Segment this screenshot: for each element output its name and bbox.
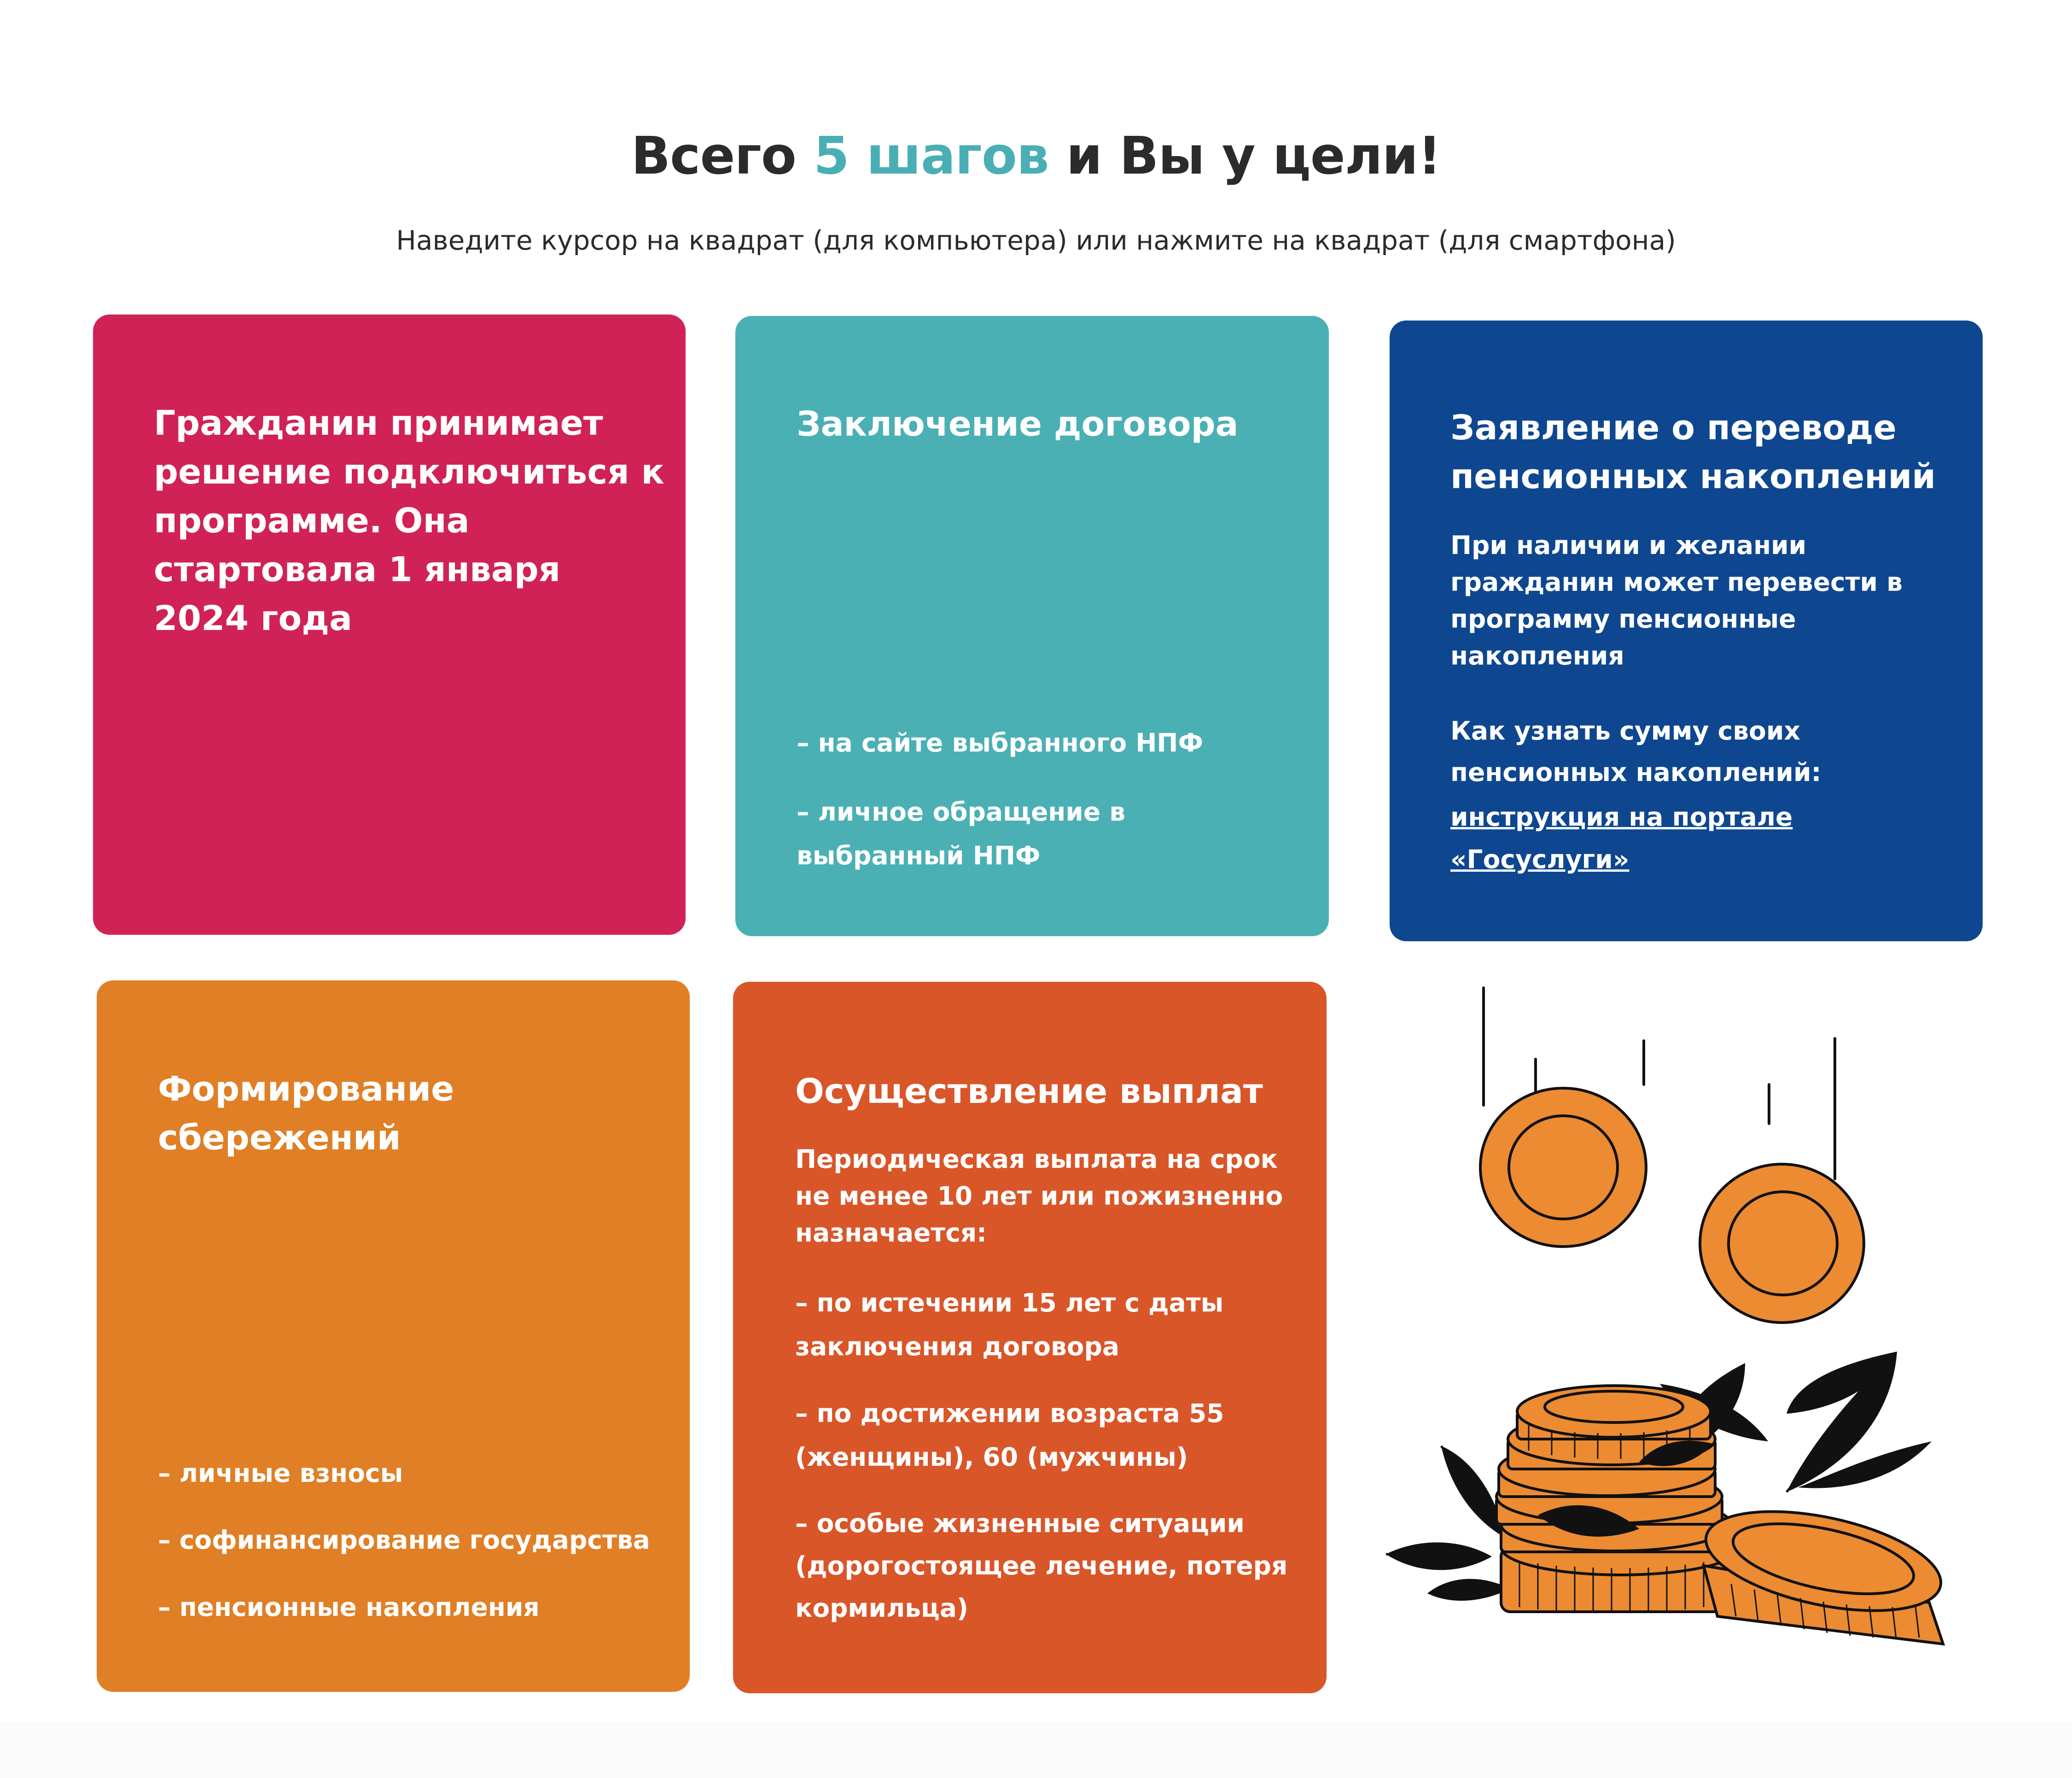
title-accent: 5 шагов xyxy=(813,126,1049,186)
step-5-item-line: (женщины), 60 (мужчины) xyxy=(795,1442,1188,1472)
step-4-item-savings: – пенсионные накопления xyxy=(158,1592,540,1622)
step-5-title: Осуществление выплат xyxy=(795,1072,1263,1111)
step-2-title: Заключение договора xyxy=(797,404,1239,444)
step-5-body-line: не менее 10 лет или пожизненно xyxy=(795,1181,1283,1211)
step-5-item-line: кормильца) xyxy=(795,1593,969,1623)
title-suffix: и Вы у цели! xyxy=(1048,126,1441,186)
step-5-item-line: – по достижении возраста 55 xyxy=(795,1399,1224,1428)
step-3-body-line: При наличии и желании xyxy=(1450,530,1807,560)
step-1-title-line: 2024 года xyxy=(154,599,352,638)
step-3-body-line: накопления xyxy=(1450,641,1624,670)
step-card-payments[interactable] xyxy=(733,982,1327,1693)
step-5-item-line: (дорогостоящее лечение, потеря xyxy=(795,1551,1288,1580)
page-subtitle: Наведите курсор на квадрат (для компьютера) или нажмите на квадрат (для смартфона) xyxy=(396,225,1676,256)
step-3-question-line: пенсионных накоплений: xyxy=(1450,758,1822,787)
step-3-question-line: Как узнать сумму своих xyxy=(1450,716,1800,746)
step-5-item-age xyxy=(795,1392,1224,1479)
step-5-body-line: назначается: xyxy=(795,1218,987,1248)
step-3-title-line: пенсионных накоплений xyxy=(1450,457,1936,496)
step-3-title xyxy=(1450,403,1936,501)
step-3-body-line: программу пенсионные xyxy=(1450,604,1796,634)
step-2-item-visit xyxy=(797,790,1125,878)
step-1-title-line: Гражданин принимает xyxy=(154,403,603,443)
step-2-item-site: – на сайте выбранного НПФ xyxy=(797,728,1203,758)
step-5-item-line: заключения договора xyxy=(795,1332,1120,1361)
step-5-item-15-years xyxy=(795,1281,1223,1369)
page-footer-strip xyxy=(0,1722,2072,1778)
page-title xyxy=(0,128,2072,185)
step-5-body xyxy=(795,1141,1283,1251)
step-card-contract[interactable] xyxy=(735,316,1329,936)
step-5-item-line: – особые жизненные ситуации xyxy=(795,1509,1245,1538)
step-4-item-contributions: – личные взносы xyxy=(158,1458,403,1488)
step-4-item-cofinancing: – софинансирование государства xyxy=(158,1525,650,1555)
step-3-question xyxy=(1450,710,1821,793)
step-1-title-line: стартовала 1 января xyxy=(154,550,561,589)
step-5-body-line: Периодическая выплата на срок xyxy=(795,1144,1278,1174)
step-5-item-special xyxy=(795,1502,1287,1629)
step-4-title xyxy=(158,1065,454,1162)
step-2-item-line: – личное обращение в xyxy=(797,797,1126,827)
coins-and-leaves-icon xyxy=(1377,981,1975,1662)
step-4-title-line: сбережений xyxy=(158,1118,401,1158)
step-card-decision[interactable] xyxy=(93,315,686,935)
link-line: инструкция на портале xyxy=(1450,802,1793,832)
step-card-savings[interactable] xyxy=(97,980,690,1692)
link-line: «Госуслуги» xyxy=(1450,845,1630,874)
step-3-body xyxy=(1450,527,1903,674)
step-2-item-line: выбранный НПФ xyxy=(797,841,1041,870)
step-card-transfer-application[interactable] xyxy=(1390,321,1983,941)
title-prefix: Всего xyxy=(631,126,814,186)
step-3-title-line: Заявление о переводе xyxy=(1450,408,1897,448)
gosuslugi-instruction-link[interactable] xyxy=(1450,796,1793,880)
step-1-title-line: программе. Она xyxy=(154,501,470,541)
step-4-title-line: Формирование xyxy=(158,1069,454,1109)
step-3-body-line: гражданин может перевести в xyxy=(1450,567,1903,597)
step-1-title xyxy=(154,399,664,643)
step-1-title-line: решение подключиться к xyxy=(154,452,664,492)
step-5-item-line: – по истечении 15 лет с даты xyxy=(795,1288,1224,1317)
